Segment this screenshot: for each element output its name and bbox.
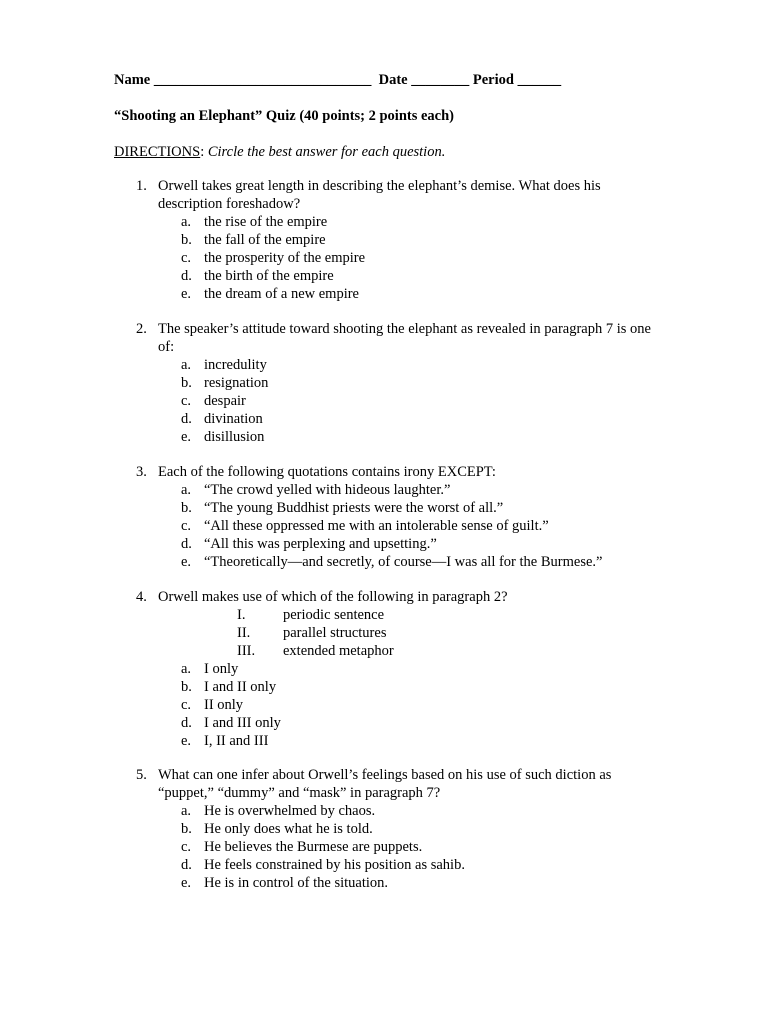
choice-text: “All this was perplexing and upsetting.” [204, 536, 437, 552]
date-blank: ________ [411, 72, 470, 88]
choice-a[interactable] [181, 481, 656, 499]
question-4 [136, 588, 656, 750]
roman-text: parallel structures [283, 625, 387, 641]
choice-e[interactable] [181, 732, 656, 750]
choice-e[interactable] [181, 874, 656, 892]
question-number: 2. [136, 321, 147, 337]
choice-b[interactable] [181, 374, 656, 392]
choice-text: He feels constrained by his position as sahib. [204, 857, 465, 873]
answer-choices [136, 481, 656, 571]
choice-letter: c. [181, 250, 192, 266]
choice-text: He only does what he is told. [204, 821, 373, 837]
choice-letter: a. [181, 661, 192, 677]
choice-text: disillusion [204, 429, 265, 445]
choice-text: “The young Buddhist priests were the worst of all.” [204, 500, 504, 516]
choice-letter: c. [181, 697, 192, 713]
choice-c[interactable] [181, 392, 656, 410]
choice-text: “The crowd yelled with hideous laughter.” [204, 482, 451, 498]
choice-letter: c. [181, 393, 192, 409]
roman-text: extended metaphor [283, 643, 394, 659]
choice-letter: e. [181, 875, 192, 891]
question-number: 5. [136, 767, 147, 783]
choice-text: I, II and III [204, 733, 269, 749]
choice-a[interactable] [181, 660, 656, 678]
choice-d[interactable] [181, 856, 656, 874]
choice-text: resignation [204, 375, 269, 391]
choice-letter: b. [181, 500, 192, 516]
question-number: 1. [136, 178, 147, 194]
choice-letter: d. [181, 268, 192, 284]
choice-letter: e. [181, 286, 192, 302]
roman-numeral-list [136, 606, 656, 660]
question-5 [136, 766, 656, 892]
directions-label: DIRECTIONS [114, 144, 201, 160]
choice-text: I and II only [204, 679, 277, 695]
answer-choices [136, 213, 656, 303]
name-label: Name [114, 72, 151, 88]
choice-letter: a. [181, 357, 192, 373]
choice-letter: a. [181, 803, 192, 819]
choice-text: the fall of the empire [204, 232, 326, 248]
choice-letter: d. [181, 536, 192, 552]
question-text: Orwell takes great length in describing the elephant’s demise. What does his description foreshadow? [158, 178, 601, 212]
answer-choices [136, 802, 656, 892]
choice-letter: e. [181, 429, 192, 445]
student-info-line [114, 71, 561, 89]
choice-letter: c. [181, 839, 192, 855]
question-text: Orwell makes use of which of the following in paragraph 2? [158, 589, 508, 605]
answer-choices [136, 660, 656, 750]
choice-text: incredulity [204, 357, 267, 373]
directions-separator: : [200, 144, 208, 160]
choice-a[interactable] [181, 802, 656, 820]
roman-item [237, 606, 656, 624]
choice-d[interactable] [181, 267, 656, 285]
choice-a[interactable] [181, 213, 656, 231]
question-text: What can one infer about Orwell’s feelings based on his use of such diction as “puppet,” “dummy” and “mask” in paragraph 7? [158, 767, 612, 801]
choice-letter: b. [181, 232, 192, 248]
question-number: 3. [136, 464, 147, 480]
name-blank: ______________________________ [153, 72, 372, 88]
choice-a[interactable] [181, 356, 656, 374]
choice-letter: e. [181, 733, 192, 749]
roman-numeral: III. [237, 643, 256, 659]
choice-text: He believes the Burmese are puppets. [204, 839, 423, 855]
choice-b[interactable] [181, 678, 656, 696]
choice-e[interactable] [181, 428, 656, 446]
choice-letter: b. [181, 679, 192, 695]
choice-text: the birth of the empire [204, 268, 334, 284]
choice-text: He is overwhelmed by chaos. [204, 803, 376, 819]
choice-letter: b. [181, 821, 192, 837]
choice-text: “All these oppressed me with an intolerable sense of guilt.” [204, 518, 549, 534]
roman-numeral: II. [237, 625, 251, 641]
choice-text: the prosperity of the empire [204, 250, 366, 266]
roman-item [237, 624, 656, 642]
roman-text: periodic sentence [283, 607, 385, 623]
choice-c[interactable] [181, 838, 656, 856]
choice-e[interactable] [181, 285, 656, 303]
choice-b[interactable] [181, 231, 656, 249]
choice-letter: a. [181, 482, 192, 498]
choice-letter: e. [181, 554, 192, 570]
choice-letter: c. [181, 518, 192, 534]
question-3 [136, 463, 656, 571]
choice-text: I and III only [204, 715, 281, 731]
choice-d[interactable] [181, 410, 656, 428]
choice-letter: d. [181, 715, 192, 731]
choice-letter: d. [181, 411, 192, 427]
choice-letter: d. [181, 857, 192, 873]
choice-text: “Theoretically—and secretly, of course—I was all for the Burmese.” [204, 554, 603, 570]
quiz-title: “Shooting an Elephant” Quiz (40 points; 2 points each) [114, 108, 455, 124]
choice-e[interactable] [181, 553, 656, 571]
directions [114, 143, 445, 161]
directions-text: Circle the best answer for each question. [207, 144, 446, 160]
question-number: 4. [136, 589, 147, 605]
choice-d[interactable] [181, 535, 656, 553]
choice-letter: a. [181, 214, 192, 230]
choice-text: the rise of the empire [204, 214, 328, 230]
choice-text: divination [204, 411, 263, 427]
choice-b[interactable] [181, 820, 656, 838]
choice-text: despair [204, 393, 246, 409]
choice-text: I only [204, 661, 239, 677]
choice-c[interactable] [181, 517, 656, 535]
question-text: Each of the following quotations contains irony EXCEPT: [158, 464, 496, 480]
choice-c[interactable] [181, 696, 656, 714]
date-label: Date [378, 72, 408, 88]
choice-text: II only [204, 697, 244, 713]
period-blank: ______ [517, 72, 562, 88]
answer-choices [136, 356, 656, 446]
question-text: The speaker’s attitude toward shooting the elephant as revealed in paragraph 7 is one of: [158, 321, 651, 355]
choice-text: the dream of a new empire [204, 286, 359, 302]
choice-d[interactable] [181, 714, 656, 732]
roman-item [237, 642, 656, 660]
choice-b[interactable] [181, 499, 656, 517]
choice-text: He is in control of the situation. [204, 875, 389, 891]
question-1 [136, 177, 656, 303]
choice-c[interactable] [181, 249, 656, 267]
question-2 [136, 320, 656, 446]
period-label: Period [472, 72, 514, 88]
choice-letter: b. [181, 375, 192, 391]
roman-numeral: I. [237, 607, 246, 623]
